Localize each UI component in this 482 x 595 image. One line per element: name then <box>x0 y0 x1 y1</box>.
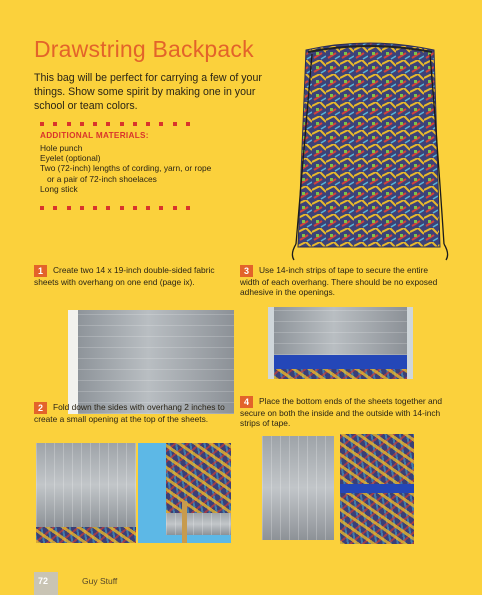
step-2-photo-b <box>138 443 231 543</box>
section-name: Guy Stuff <box>82 576 118 586</box>
materials-divider-top <box>40 122 190 126</box>
step-1-photo <box>68 310 234 414</box>
step-2 <box>34 402 234 424</box>
backpack-illustration <box>284 32 454 262</box>
step-number: 4 <box>240 396 253 408</box>
materials-divider-bottom <box>40 206 190 210</box>
list-item: Long stick <box>40 183 78 194</box>
step-4 <box>240 396 450 429</box>
step-text: Fold down the sides with overhang 2 inches to create a small opening at the top of the sheets. <box>34 402 225 424</box>
page-title: Drawstring Backpack <box>34 36 254 62</box>
step-4-photo-a <box>262 436 334 540</box>
step-text: Place the bottom ends of the sheets together and secure on both the inside and the outside with 14-inch strips of tape. <box>240 396 442 429</box>
step-3 <box>240 265 445 298</box>
materials-list <box>40 143 250 194</box>
list-item: Hole punch <box>40 143 83 153</box>
step-3-photo <box>268 307 413 379</box>
step-2-photo-a <box>36 443 136 543</box>
step-4-photo-b <box>340 434 414 544</box>
step-text: Use 14-inch strips of tape to secure the entire width of each overhang. There should be no exposed adhesive in the openings. <box>240 265 438 298</box>
list-item: Two (72-inch) lengths of cording, yarn, or rope <box>40 163 212 174</box>
list-item: or a pair of 72-inch shoelaces <box>47 173 157 184</box>
backpack-photo <box>284 32 454 262</box>
step-number: 3 <box>240 265 253 277</box>
step-1 <box>34 265 229 287</box>
step-text: Create two 14 x 19-inch double-sided fabric sheets with overhang on one end (page ix). <box>34 265 215 287</box>
step-number: 2 <box>34 402 47 414</box>
page-number: 72 <box>38 576 49 586</box>
step-number: 1 <box>34 265 47 277</box>
materials-heading: ADDITIONAL MATERIALS: <box>40 131 149 140</box>
intro-paragraph: This bag will be perfect for carrying a few of your things. Show some spirit by making one in your school or team colors. <box>34 72 262 112</box>
list-item: Eyelet (optional) <box>40 153 101 164</box>
